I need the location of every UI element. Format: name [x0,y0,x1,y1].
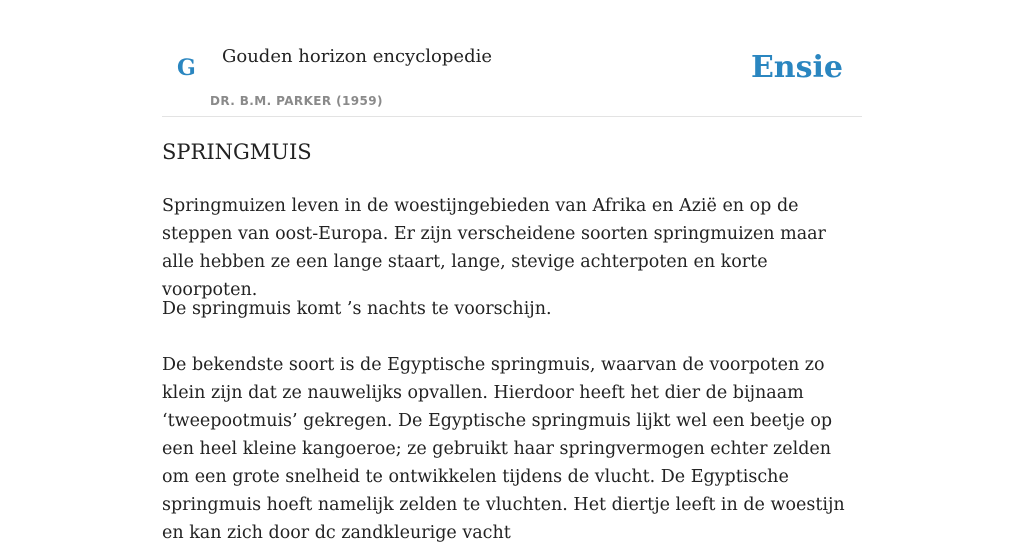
book-logo[interactable]: G [177,55,196,81]
article-paragraph: De springmuis komt ’s nachts te voorschijn. [162,299,552,319]
page [162,0,862,543]
brand-logo-link[interactable]: Ensie [750,50,843,85]
article-title: SPRINGMUIS [162,140,312,164]
book-title[interactable]: Gouden horizon encyclopedie [222,46,492,67]
book-author: DR. B.M. PARKER (1959) [210,94,383,108]
article-paragraph: De bekendste soort is de Egyptische springmuis, waarvan de voorpoten zo klein zijn dat ze nauwelijks opvallen. Hierdoor heeft het dier de bijnaam ‘tweepootmuis’ gekregen. De Egyptische springmuis lijkt wel een beetje op een heel kleine kangoeroe; ze gebruikt haar springvermogen echter zelden om een grote snelheid te ontwikkelen tijdens de vlucht. De Egyptische springmuis hoeft namelijk zelden te vluchten. Het diertje leeft in de woestijn en kan zich door dc zandkleurige vacht [162,355,845,543]
article-paragraph: Springmuizen leven in de woestijngebieden van Afrika en Azië en op de steppen van oost-Europa. Er zijn verscheidene soorten springmuizen maar alle hebben ze een lange staart, lange, stevige achterpoten en korte voorpoten. [162,196,826,300]
header [162,0,862,117]
